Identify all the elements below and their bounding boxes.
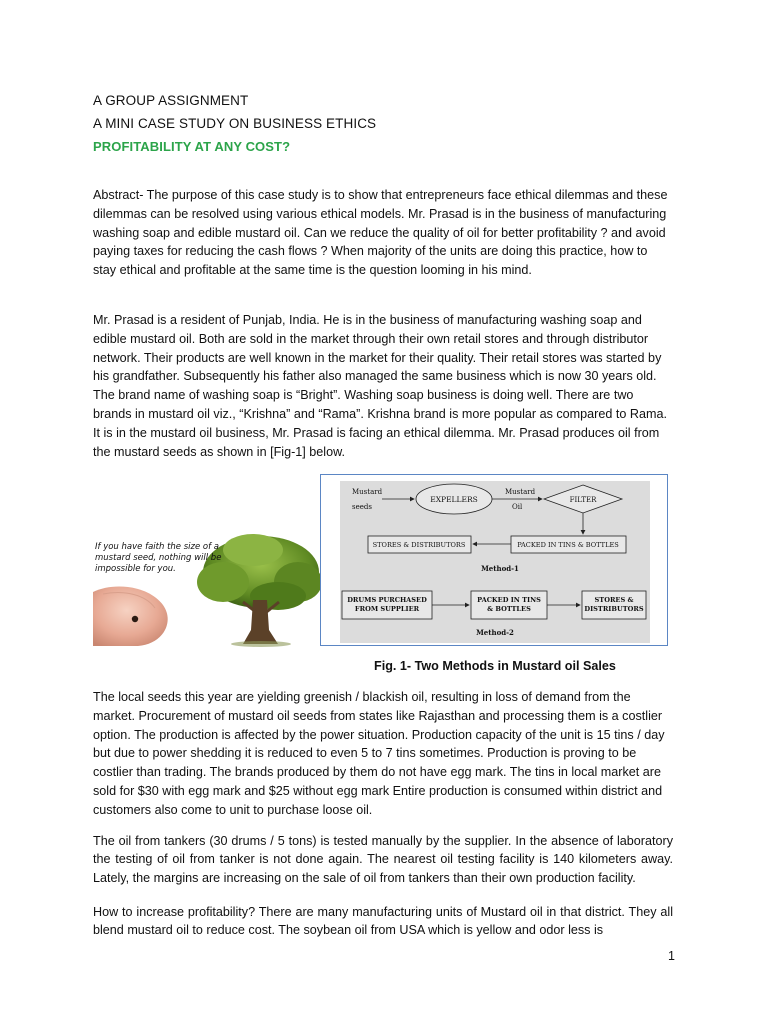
assignment-label: A GROUP ASSIGNMENT: [93, 93, 249, 108]
figure-caption: Fig. 1- Two Methods in Mustard oil Sales: [374, 659, 616, 673]
input-mustard-label: Mustard: [352, 488, 383, 496]
flow-chart-svg: [340, 481, 650, 643]
expellers-label: EXPELLERS: [430, 495, 478, 504]
intro-paragraph: Mr. Prasad is a resident of Punjab, India. He is in the business of manufacturing washing soap and edible mustard oil. Both are sold in the market through their own retail stores and through distributor network. Their products are well known in the market for their quality. Their retail stores was started by his grandfather. Subsequently his father also managed the same business which is now 30 years old. The brand name of washing soap is “Bright”. Washing soap business is doing well. There are two brands in mustard oil viz., “Krishna” and “Rama”. Krishna brand is more popular as compared to Rama. It is in the mustard oil business, Mr. Prasad is facing an ethical dilemma. Mr. Prasad produces oil from the mustard seeds as shown in [Fig-1] below.: [93, 313, 667, 459]
mustard-seed-illustration: [93, 530, 323, 648]
stores-label-m2-line1: STORES &: [594, 596, 634, 604]
case-title: PROFITABILITY AT ANY COST?: [93, 139, 291, 154]
output-mustard-label: Mustard: [505, 488, 536, 496]
profitability-paragraph: How to increase profitability? There are many manufacturing units of Mustard oil in that district. They all blend mustard oil to reduce cost. The soybean oil from USA which is yellow and odor less is: [93, 905, 673, 938]
packed-label-m1: PACKED IN TINS & BOTTLES: [517, 541, 619, 549]
packed-label-m2-line1: PACKED IN TINS: [477, 596, 541, 604]
faith-quote: If you have faith the size of a mustard seed, nothing will be impossible for you.: [95, 542, 222, 574]
process-flow-diagram: [320, 474, 668, 646]
stores-label-m1: STORES & DISTRIBUTORS: [372, 541, 466, 549]
case-study-label: A MINI CASE STUDY ON BUSINESS ETHICS: [93, 116, 377, 131]
filter-label: FILTER: [569, 496, 597, 504]
method-2-label: Method-2: [476, 628, 514, 637]
drums-label-line1: DRUMS PURCHASED: [347, 596, 427, 604]
drums-label-line2: FROM SUPPLIER: [354, 605, 420, 613]
packed-label-m2-line2: & BOTTLES: [487, 605, 531, 613]
input-seeds-label: seeds: [352, 503, 372, 511]
abstract-paragraph: Abstract- The purpose of this case study is to show that entrepreneurs face ethical dilemmas and these dilemmas can be resolved using various ethical models. Mr. Prasad is in the business of manufacturing washing soap and edible mustard oil. Can we reduce the quality of oil for better profitability ? and avoid paying taxes for reducing the cash flows ? When majority of the units are doing this practice, how to stay ethical and profitable at the same time is the question looming in his mind.: [93, 188, 668, 278]
method-1-label: Method-1: [481, 564, 519, 573]
stores-label-m2-line2: DISTRIBUTORS: [584, 605, 644, 613]
output-oil-label: Oil: [512, 503, 523, 511]
page-number: 1: [668, 949, 675, 963]
tankers-paragraph: The oil from tankers (30 drums / 5 tons) is tested manually by the supplier. In the absence of laboratory the testing of oil from tanker is not done again. The nearest oil testing facility is 140 kilometers away. Lately, the margins are increasing on the sale of oil from tankers than their own production facility.: [93, 834, 673, 885]
seeds-paragraph: The local seeds this year are yielding greenish / blackish oil, resulting in loss of demand from the market. Procurement of mustard oil seeds from states like Rajasthan and processing them is a costlier option. The production is affected by the power situation. Production capacity of the unit is 15 tins / day but due to power shedding it is reduced to even 5 to 7 tins sometimes. Production is proving to be costlier than trading. The brands produced by them do not have egg mark. The tins in local market are sold for $30 with egg mark and $25 without egg mark Entire production is consumed within district and customers also come to unit to purchase loose oil.: [93, 690, 665, 817]
diagram-background: [340, 481, 650, 643]
